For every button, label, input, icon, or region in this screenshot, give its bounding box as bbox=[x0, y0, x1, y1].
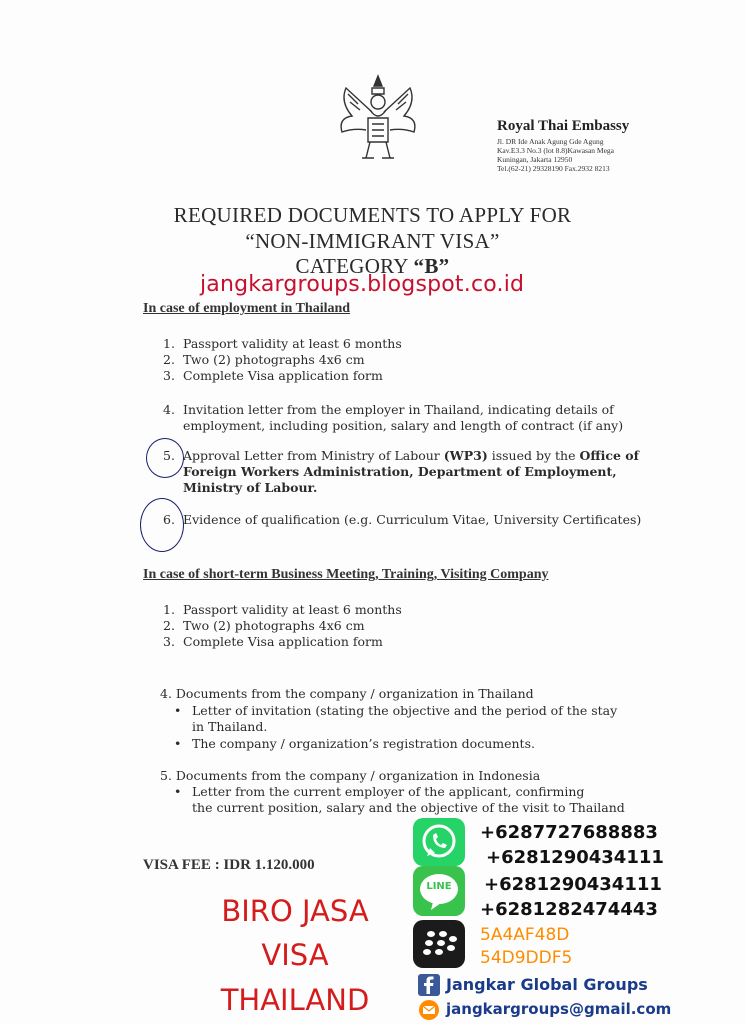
item-text: Approval Letter from Ministry of Labour bbox=[183, 448, 444, 463]
title-line-2: “NON-IMMIGRANT VISA” bbox=[245, 229, 500, 253]
item-text: Two (2) photographs 4x6 cm bbox=[183, 618, 365, 633]
bullet-text: in Thailand. bbox=[192, 719, 268, 734]
section-employment-heading: In case of employment in Thailand bbox=[143, 301, 351, 316]
promo-line-1: BIRO JASA bbox=[221, 894, 369, 928]
line-icon-label: LINE bbox=[426, 881, 452, 892]
embassy-name: Royal Thai Embassy bbox=[497, 118, 630, 134]
list-item bbox=[163, 352, 365, 368]
bullet-item bbox=[174, 784, 625, 816]
facebook-name[interactable]: Jangkar Global Groups bbox=[446, 975, 648, 994]
item-text: Passport validity at least 6 months bbox=[183, 336, 402, 351]
line-number[interactable]: +6281290434111 bbox=[484, 874, 662, 895]
promo-line-2: VISA bbox=[261, 938, 329, 972]
bbm-pin[interactable]: 5A4AF48D bbox=[480, 925, 570, 945]
item-text: Complete Visa application form bbox=[183, 634, 383, 649]
item-text: Two (2) photographs 4x6 cm bbox=[183, 352, 365, 367]
item-code: (WP3) bbox=[443, 448, 488, 463]
item-number: 5. bbox=[163, 448, 175, 463]
address-line: Tel.(62-21) 29328190 Fax.2932 8213 bbox=[497, 164, 610, 173]
item-number: 3. bbox=[163, 368, 175, 383]
item-text: Complete Visa application form bbox=[183, 368, 383, 383]
list-item bbox=[163, 402, 653, 434]
list-item bbox=[163, 336, 402, 352]
bullet-icon: • bbox=[174, 703, 182, 718]
whatsapp-number[interactable]: +6287727688883 bbox=[480, 822, 658, 843]
item-text: issued by the bbox=[487, 448, 580, 463]
bullet-icon: • bbox=[174, 736, 182, 751]
embassy-address-block bbox=[497, 118, 737, 173]
list-item bbox=[163, 512, 641, 528]
item-bold-text: Foreign Workers Administration, Department of Employment, bbox=[183, 464, 617, 479]
line-number[interactable]: +6281282474443 bbox=[480, 899, 658, 920]
item-text: Invitation letter from the employer in Thailand, indicating details of bbox=[183, 402, 614, 417]
bullet-text: the current position, salary and the objective of the visit to Thailand bbox=[192, 800, 625, 815]
item-text: employment, including position, salary and length of contract (if any) bbox=[183, 418, 624, 433]
bullet-item bbox=[174, 703, 617, 735]
bbm-pin[interactable]: 54D9DDF5 bbox=[480, 948, 573, 968]
facebook-icon bbox=[418, 974, 440, 996]
list-item bbox=[163, 448, 653, 496]
list-item: 5. Documents from the company / organization in Indonesia bbox=[160, 768, 541, 783]
bullet-text: The company / organization’s registration documents. bbox=[192, 736, 535, 751]
bullet-icon: • bbox=[174, 784, 182, 799]
item-number: 2. bbox=[163, 618, 175, 633]
blog-watermark: jangkargroups.blogspot.co.id bbox=[200, 272, 525, 297]
item-text: Evidence of qualification (e.g. Curriculum Vitae, University Certificates) bbox=[183, 512, 642, 527]
promo-line-3: THAILAND bbox=[220, 983, 370, 1017]
item-number: 2. bbox=[163, 352, 175, 367]
title-line-1: REQUIRED DOCUMENTS TO APPLY FOR bbox=[173, 203, 572, 227]
address-line: Kav.E3.3 No.3 (lot 8.8)Kawasan Mega bbox=[497, 146, 614, 155]
list-item bbox=[163, 618, 365, 634]
list-item bbox=[163, 634, 383, 650]
item-number: 6. bbox=[163, 512, 175, 527]
bbm-icon bbox=[413, 920, 465, 968]
bullet-text: Letter of invitation (stating the objective and the period of the stay bbox=[192, 703, 618, 718]
bullet-item bbox=[174, 736, 535, 752]
bullet-text: Letter from the current employer of the applicant, confirming bbox=[192, 784, 585, 799]
address-line: Kuningan, Jakarta 12950 bbox=[497, 155, 573, 164]
address-line: Jl. DR Ide Anak Agung Gde Agung bbox=[497, 137, 604, 146]
item-number: 1. bbox=[163, 336, 175, 351]
whatsapp-number[interactable]: +6281290434111 bbox=[486, 847, 664, 868]
email-address[interactable]: jangkargroups@gmail.com bbox=[446, 1000, 672, 1018]
visa-fee: VISA FEE : IDR 1.120.000 bbox=[143, 857, 315, 873]
email-icon bbox=[418, 999, 440, 1021]
garuda-emblem-icon bbox=[332, 72, 424, 168]
whatsapp-icon bbox=[413, 818, 465, 866]
item-number: 4. bbox=[163, 402, 175, 417]
list-item bbox=[163, 368, 383, 384]
item-text: Passport validity at least 6 months bbox=[183, 602, 402, 617]
item-bold-text: Ministry of Labour. bbox=[183, 480, 318, 495]
section-business-heading: In case of short-term Business Meeting, Training, Visiting Company bbox=[143, 567, 549, 582]
list-item: 4. Documents from the company / organization in Thailand bbox=[160, 686, 534, 701]
item-number: 1. bbox=[163, 602, 175, 617]
item-bold-text: Office of bbox=[579, 448, 639, 463]
title-category-value: “B” bbox=[413, 254, 450, 278]
title-category-label: CATEGORY bbox=[295, 254, 414, 278]
item-number: 3. bbox=[163, 634, 175, 649]
list-item bbox=[163, 602, 402, 618]
